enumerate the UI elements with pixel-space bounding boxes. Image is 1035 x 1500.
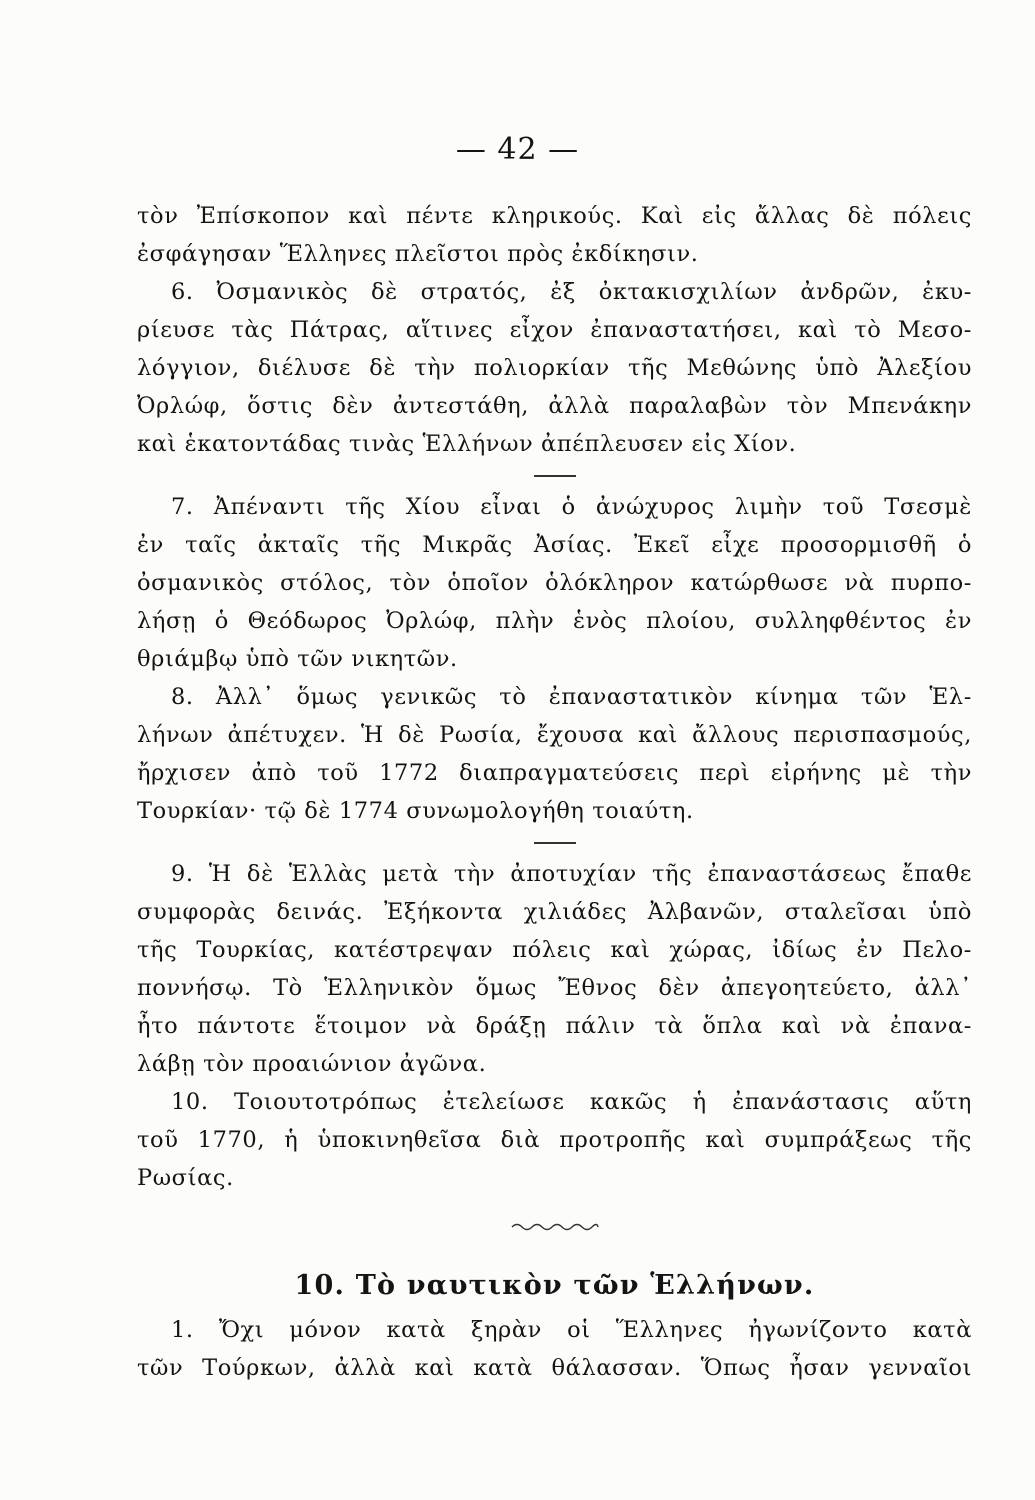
text-line: ἤρχισεν ἀπὸ τοῦ 1772 διαπραγματεύσεις περὶ εἰρήνης μὲ τὴν — [137, 760, 972, 786]
text-line: Ρωσίας. — [137, 1165, 234, 1191]
text-line: θριάμβῳ ὑπὸ τῶν νικητῶν. — [137, 646, 458, 672]
text-line: λάβῃ τὸν προαιώνιον ἀγῶνα. — [137, 1051, 487, 1077]
body-text — [137, 197, 972, 1387]
text-line: τὸν Ἐπίσκοπον καὶ πέντε κληρικούς. Καὶ εἰς ἄλλας δὲ πόλεις — [137, 203, 972, 229]
paragraph-1-line: 1. Ὄχι μόνον κατὰ ξηρὰν οἱ Ἕλληνες ἠγωνίζοντο κατὰ — [171, 1317, 972, 1343]
chapter-heading: 10. Τὸ ναυτικὸν τῶν Ἑλλήνων. — [294, 1270, 815, 1301]
text-line: ὀσμανικὸς στόλος, τὸν ὁποῖον ὁλόκληρον κατώρθωσε νὰ πυρπο- — [137, 570, 972, 596]
text-line: τῶν Τούρκων, ἀλλὰ καὶ κατὰ θάλασσαν. Ὅπως ἦσαν γενναῖοι — [137, 1355, 972, 1381]
paragraph-10-line: 10. Τοιουτοτρόπως ἐτελείωσε κακῶς ἡ ἐπανάστασις αὕτη — [171, 1089, 972, 1115]
paragraph-6-line: 6. Ὀσμανικὸς δὲ στρατός, ἐξ ὀκτακισχιλίων ἀνδρῶν, ἐκυ- — [171, 279, 972, 305]
text-line: ρίευσε τὰς Πάτρας, αἵτινες εἶχον ἐπαναστατήσει, καὶ τὸ Μεσο- — [137, 317, 972, 343]
paragraph-9-line: 9. Ἡ δὲ Ἑλλὰς μετὰ τὴν ἀποτυχίαν τῆς ἐπαναστάσεως ἔπαθε — [171, 861, 972, 887]
text-line: ἐσφάγησαν Ἕλληνες πλεῖστοι πρὸς ἐκδίκησιν. — [137, 241, 699, 267]
text-line: καὶ ἑκατοντάδας τινὰς Ἑλλήνων ἀπέπλευσεν εἰς Χίον. — [137, 431, 797, 457]
separator-rule — [534, 475, 576, 477]
section-separator — [137, 830, 972, 855]
text-line: ποννήσῳ. Τὸ Ἑλληνικὸν ὅμως Ἔθνος δὲν ἀπεγοητεύετο, ἀλλ᾿ — [137, 975, 972, 1001]
text-line: λόγγιον, διέλυσε δὲ τὴν πολιορκίαν τῆς Μεθώνης ὑπὸ Ἀλεξίου — [137, 355, 972, 381]
text-line: Τουρκίαν· τῷ δὲ 1774 συνωμολογήθη τοιαύτη. — [137, 798, 694, 824]
paragraph-8-line: 8. Ἀλλ᾿ ὅμως γενικῶς τὸ ἐπαναστατικὸν κίνημα τῶν Ἑλ- — [171, 684, 972, 710]
text-line: τοῦ 1770, ἡ ὑποκινηθεῖσα διὰ προτροπῆς καὶ συμπράξεως τῆς — [137, 1127, 972, 1153]
paragraph-7-line: 7. Ἀπέναντι τῆς Χίου εἶναι ὁ ἀνώχυρος λιμὴν τοῦ Τσεσμὲ — [171, 494, 972, 520]
section-separator — [137, 463, 972, 488]
wavy-line-icon — [510, 1221, 600, 1233]
ornamental-divider — [137, 1197, 972, 1257]
text-line: ἦτο πάντοτε ἕτοιμον νὰ δράξῃ πάλιν τὰ ὅπλα καὶ νὰ ἐπανα- — [137, 1013, 972, 1039]
text-line: λήνων ἀπέτυχεν. Ἡ δὲ Ρωσία, ἔχουσα καὶ ἄλλους περισπασμούς, — [137, 722, 972, 748]
text-line: Ὀρλώφ, ὅστις δὲν ἀντεστάθη, ἀλλὰ παραλαβὼν τὸν Μπενάκην — [137, 393, 972, 419]
text-line: ἐν ταῖς ἀκταῖς τῆς Μικρᾶς Ἀσίας. Ἐκεῖ εἶχε προσορμισθῆ ὁ — [137, 532, 972, 558]
text-line: λήσῃ ὁ Θεόδωρος Ὀρλώφ, πλὴν ἑνὸς πλοίου, συλληφθέντος ἐν — [137, 608, 972, 634]
separator-rule — [534, 842, 576, 844]
text-line: τῆς Τουρκίας, κατέστρεψαν πόλεις καὶ χώρας, ἰδίως ἐν Πελο- — [137, 937, 972, 963]
page-number: — 42 — — [455, 132, 580, 167]
text-line: συμφορὰς δεινάς. Ἐξήκοντα χιλιάδες Ἀλβανῶν, σταλεῖσαι ὑπὸ — [137, 899, 972, 925]
